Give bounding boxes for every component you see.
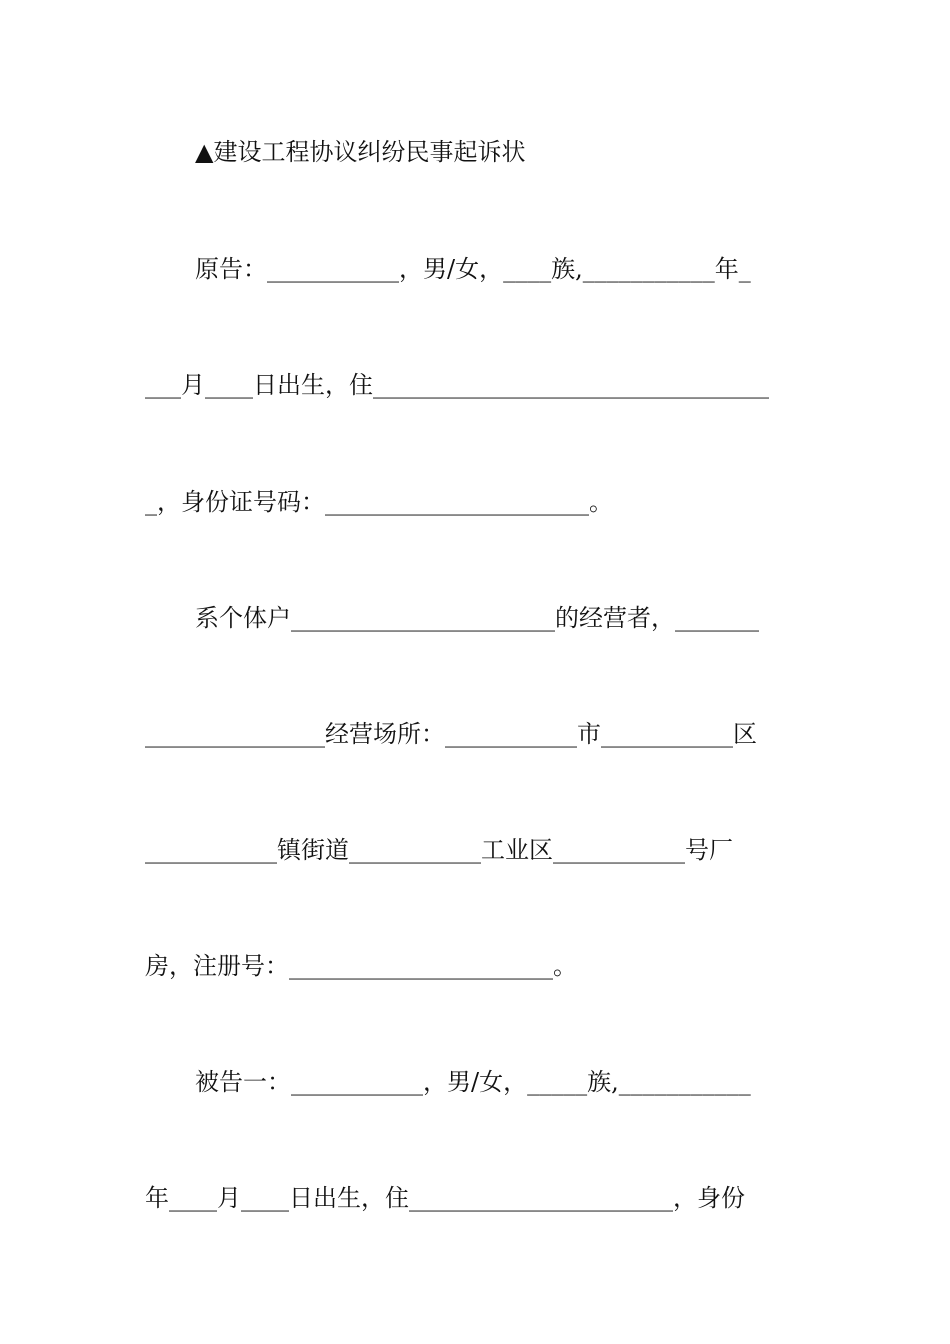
plaintiff-id-line: _，身份证号码：______________________。 [145,488,613,516]
registration-line: 房，注册号：______________________。 [145,952,577,980]
plaintiff-line-2: ___月____日出生，住_________________________________ [145,371,769,399]
business-line-1: 系个体户______________________的经营者，_______ [195,604,759,632]
plaintiff-line-1: 原告：___________，男/女，____族,___________年_ [195,255,751,283]
business-address-line-1: _______________经营场所：___________市___________区 [145,720,757,748]
business-address-line-2: ___________镇街道___________工业区___________号厂 [145,836,733,864]
defendant-line-1: 被告一：___________，男/女，_____族,___________ [195,1068,751,1096]
defendant-line-2: 年____月____日出生，住______________________，身份 [145,1184,745,1212]
document-title: ▲建设工程协议纠纷民事起诉状 [195,138,526,166]
